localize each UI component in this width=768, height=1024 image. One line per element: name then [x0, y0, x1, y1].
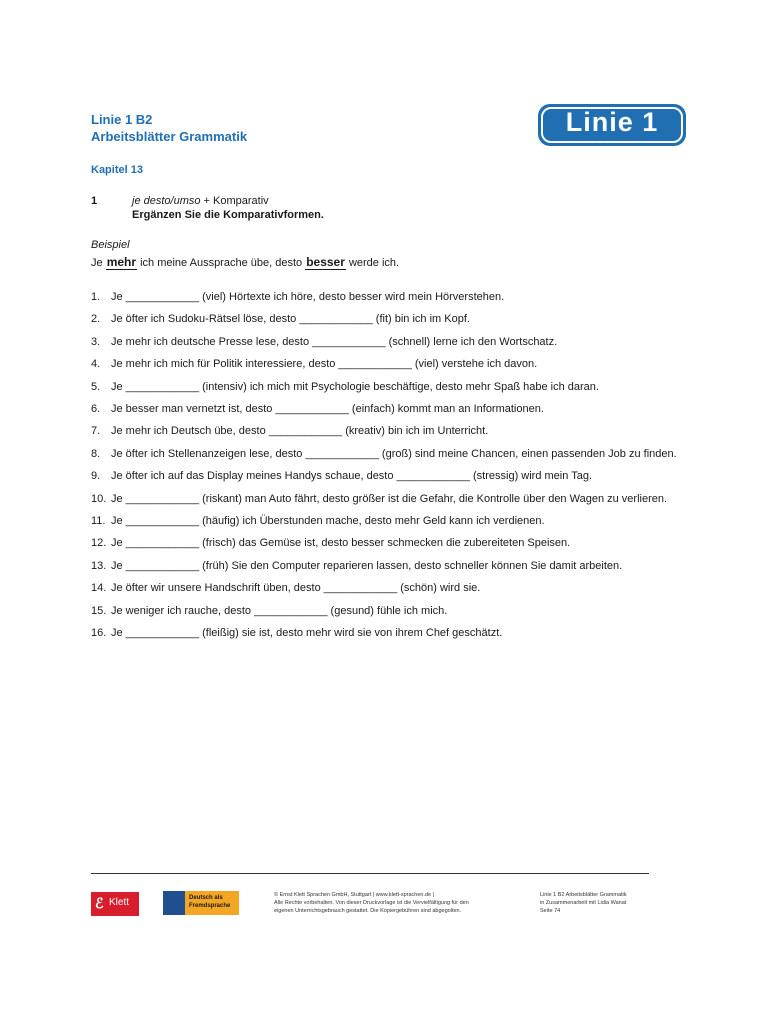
exercise-number: 13. — [91, 559, 107, 572]
daf-bar-icon — [163, 891, 185, 915]
task-topic — [132, 195, 269, 207]
exercise-list — [91, 286, 681, 645]
exercise-number: 1. — [91, 291, 101, 303]
exercise-text: Je ____________ (viel) Hörtexte ich höre, desto besser wird mein Hörverstehen. — [111, 291, 505, 303]
exercise-text: Je öfter ich Stellenanzeigen lese, desto ____________ (groß) sind meine Chancen, einen passenden Job zu finden. — [111, 447, 677, 460]
exercise-number: 3. — [91, 335, 101, 348]
page-number: Seite 74 — [540, 908, 561, 914]
logo-text: Linie 1 — [565, 107, 659, 137]
exercise-item — [91, 488, 681, 510]
klett-mark-icon: ℰ — [95, 895, 104, 911]
document-title: Linie 1 B2 — [91, 112, 153, 127]
exercise-number: 15. — [91, 604, 107, 617]
klett-logo — [91, 892, 139, 916]
exercise-number: 9. — [91, 470, 101, 483]
page-info — [540, 891, 660, 915]
exercise-text: Je ____________ (frisch) das Gemüse ist, desto besser schmecken die zubereiteten Speisen. — [111, 537, 571, 550]
exercise-text: Je mehr ich mich für Politik interessiere, desto ____________ (viel) verstehe ich davon. — [111, 358, 538, 371]
exercise-text: Je weniger ich rauche, desto ____________ (gesund) fühle ich mich. — [111, 604, 448, 617]
copyright-line: © Ernst Klett Sprachen GmbH, Stuttgart | www.klett-sprachen.de | — [274, 892, 435, 898]
exercise-item — [91, 510, 681, 532]
example-part: ich meine Aussprache übe, desto — [137, 257, 306, 269]
document-subtitle: Arbeitsblätter Grammatik — [91, 129, 248, 144]
exercise-text: Je ____________ (intensiv) ich mich mit Psychologie beschäftige, desto mehr Spaß habe ich daran. — [111, 380, 599, 393]
exercise-number: 8. — [91, 447, 101, 460]
exercise-text: Je öfter ich Sudoku-Rätsel löse, desto ____________ (fit) bin ich im Kopf. — [111, 313, 470, 326]
exercise-item — [91, 465, 681, 487]
exercise-text: Je öfter wir unsere Handschrift üben, desto ____________ (schön) wird sie. — [111, 582, 481, 595]
exercise-text: Je ____________ (häufig) ich Überstunden mache, desto mehr Geld kann ich verdienen. — [111, 515, 545, 528]
exercise-number: 4. — [91, 358, 101, 371]
example-part: Je — [91, 257, 106, 269]
exercise-text: Je ____________ (riskant) man Auto fährt, desto größer ist die Gefahr, die Kontrolle über den Wagen zu verlieren. — [111, 492, 668, 505]
exercise-text: Je mehr ich Deutsch übe, desto ____________ (kreativ) bin ich im Unterricht. — [111, 425, 489, 438]
exercise-item — [91, 577, 681, 599]
klett-label: Klett — [109, 897, 130, 908]
exercise-item — [91, 443, 681, 465]
example-label: Beispiel — [91, 239, 130, 251]
copyright-line: Alle Rechte vorbehalten. Von dieser Druckvorlage ist die Vervielfältigung für den — [274, 900, 469, 906]
example-answer-2: besser — [306, 255, 345, 269]
exercise-number: 14. — [91, 582, 107, 595]
task-topic-rest: + Komparativ — [200, 195, 269, 207]
exercise-text: Je ____________ (früh) Sie den Computer reparieren lassen, desto schneller können Sie damit arbeiten. — [111, 559, 623, 572]
exercise-item — [91, 331, 681, 353]
exercise-number: 10. — [91, 492, 107, 505]
copyright-line: eigenen Unterrichtsgebrauch gestattet. Die Kopiergebühren sind abgegolten. — [274, 908, 462, 914]
exercise-item — [91, 600, 681, 622]
page-info-line: Linie 1 B2 Arbeitsblätter Grammatik — [540, 892, 627, 898]
task-number: 1 — [91, 195, 98, 207]
document-header — [91, 111, 247, 145]
daf-text — [189, 894, 230, 910]
task-instruction: Ergänzen Sie die Komparativformen. — [132, 209, 324, 221]
footer-divider — [91, 873, 649, 874]
exercise-number: 11. — [91, 515, 106, 528]
exercise-item — [91, 376, 681, 398]
exercise-item — [91, 420, 681, 442]
exercise-item — [91, 555, 681, 577]
exercise-number: 5. — [91, 380, 101, 393]
chapter-heading: Kapitel 13 — [91, 164, 143, 176]
exercise-number: 2. — [91, 313, 101, 326]
exercise-number: 12. — [91, 537, 107, 550]
example-sentence — [91, 255, 399, 269]
exercise-item — [91, 532, 681, 554]
daf-line: Fremdsprache — [189, 903, 231, 909]
exercise-text: Je ____________ (fleißig) sie ist, desto mehr wird sie von ihrem Chef geschätzt. — [111, 627, 503, 640]
daf-logo — [163, 891, 239, 915]
exercise-number: 7. — [91, 425, 101, 438]
exercise-number: 16. — [91, 627, 107, 640]
exercise-item — [91, 622, 681, 644]
exercise-item — [91, 286, 681, 308]
example-part: werde ich. — [345, 257, 400, 269]
exercise-text: Je öfter ich auf das Display meines Handys schaue, desto ____________ (stressig) wird mein Tag. — [111, 470, 593, 483]
exercise-number: 6. — [91, 403, 101, 416]
exercise-item — [91, 398, 681, 420]
linie1-logo — [538, 104, 686, 146]
exercise-item — [91, 353, 681, 375]
page-info-line: in Zusammenarbeit mit Lidia Wanat — [540, 900, 627, 906]
exercise-item — [91, 308, 681, 330]
example-answer-1: mehr — [106, 255, 137, 269]
daf-line: Deutsch als — [189, 895, 223, 901]
exercise-text: Je mehr ich deutsche Presse lese, desto ____________ (schnell) lerne ich den Wortschatz. — [111, 335, 558, 348]
exercise-text: Je besser man vernetzt ist, desto ____________ (einfach) kommt man an Informationen. — [111, 403, 544, 416]
task-topic-italic: je desto/umso — [132, 195, 201, 207]
copyright-notice — [274, 891, 514, 915]
